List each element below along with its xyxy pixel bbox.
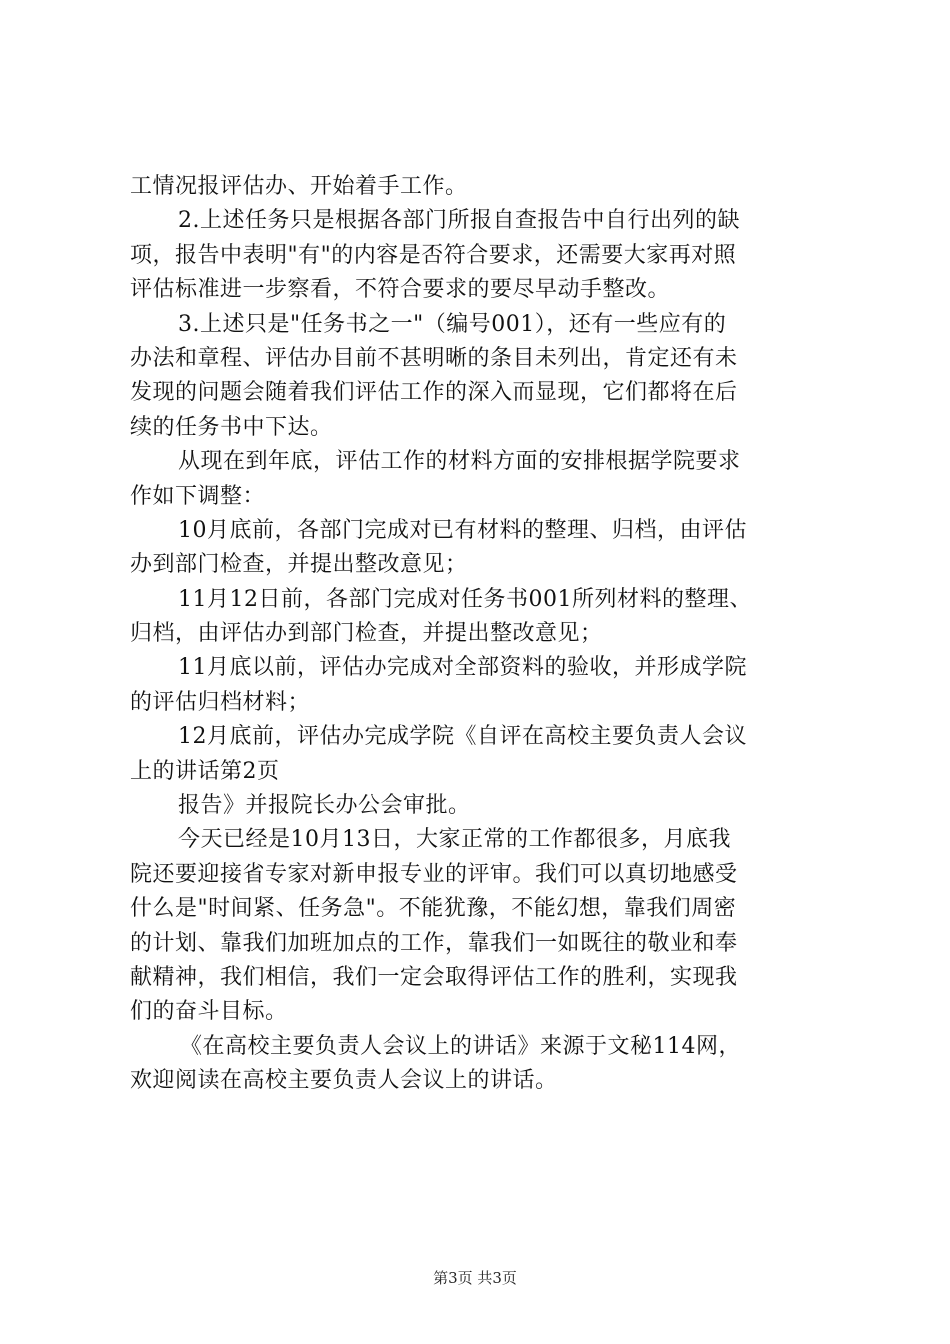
text-line: 作如下调整： [130, 483, 266, 509]
document-body [130, 170, 830, 1099]
text-line: 评估标准进一步察看，不符合要求的要尽早动手整改。 [130, 277, 671, 303]
text-line: 11月底以前，评估办完成对全部资料的验收，并形成学院 [178, 655, 747, 681]
text-line: 献精神，我们相信，我们一定会取得评估工作的胜利，实现我 [130, 964, 738, 990]
text-line: 发现的问题会随着我们评估工作的深入而显现，它们都将在后 [130, 380, 738, 406]
text-line: 工情况报评估办、开始着手工作。 [130, 174, 468, 199]
text-line: 报告》并报院长办公会审批。 [178, 793, 471, 819]
text-line: 办法和章程、评估办目前不甚明晰的条目未列出，肯定还有未 [130, 345, 738, 371]
text-line: 院还要迎接省专家对新申报专业的评审。我们可以真切地感受 [130, 861, 738, 887]
text-line: 续的任务书中下达。 [130, 414, 333, 440]
text-line: 从现在到年底，评估工作的材料方面的安排根据学院要求 [178, 449, 741, 475]
text-line: 什么是"时间紧、任务急"。不能犹豫，不能幻想，靠我们周密 [130, 896, 737, 922]
text-line: 2.上述任务只是根据各部门所报自查报告中自行出列的缺 [178, 208, 740, 234]
text-line: 归档，由评估办到部门检查，并提出整改意见； [130, 621, 603, 647]
text-line: 10月底前，各部门完成对已有材料的整理、归档，由评估 [178, 517, 747, 543]
text-line: 今天已经是10月13日，大家正常的工作都很多，月底我 [178, 827, 731, 853]
text-line: 项，报告中表明"有"的内容是否符合要求，还需要大家再对照 [130, 242, 737, 268]
text-line: 12月底前，评估办完成学院《自评在高校主要负责人会议 [178, 724, 747, 750]
text-line: 3.上述只是"任务书之一"（编号001），还有一些应有的 [178, 311, 727, 337]
text-line: 11月12日前，各部门完成对任务书001所列材料的整理、 [178, 586, 752, 612]
text-line: 办到部门检查，并提出整改意见； [130, 552, 468, 578]
text-line: 《在高校主要负责人会议上的讲话》来源于文秘114网， [180, 1033, 741, 1059]
text-line: 的评估归档材料； [130, 689, 311, 715]
text-line: 上的讲话第2页 [130, 758, 280, 784]
text-line: 的计划、靠我们加班加点的工作，靠我们一如既往的敬业和奉 [130, 930, 738, 956]
text-line: 欢迎阅读在高校主要负责人会议上的讲话。 [130, 1068, 558, 1094]
text-line: 们的奋斗目标。 [130, 999, 288, 1025]
page-footer: 第3页 共3页 [433, 1269, 517, 1287]
